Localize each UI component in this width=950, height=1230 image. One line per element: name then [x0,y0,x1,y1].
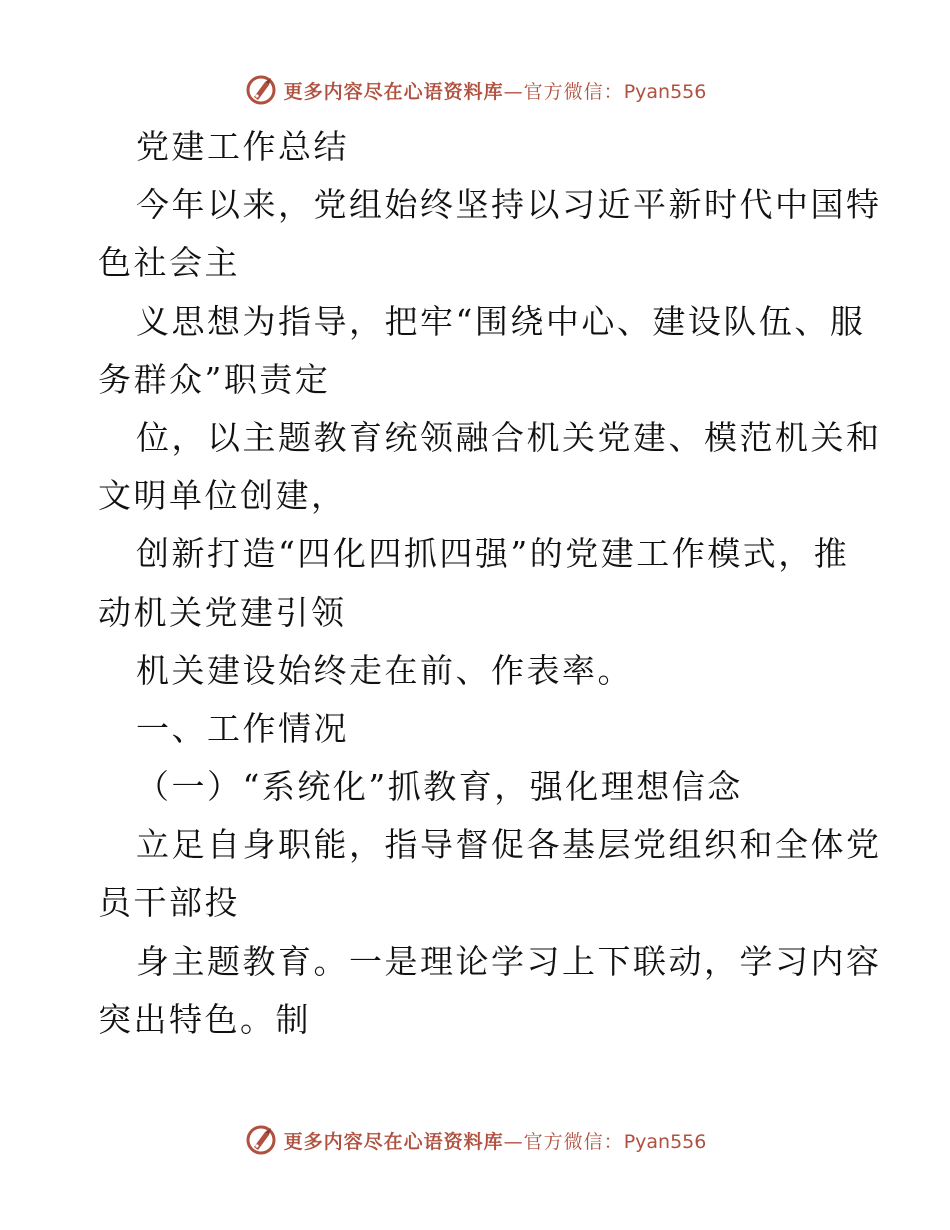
paragraph-line: 动机关党建引领 [98,592,347,632]
paragraph-line: 员干部投 [98,883,240,923]
paragraph-line: 义思想为指导，把牢“围绕中心、建设队伍、服 [136,301,866,341]
banner-dash: — [503,1130,524,1153]
paragraph-line: 色社会主 [98,243,240,283]
paragraph-line: 务群众”职责定 [98,359,331,399]
paragraph-line: 身主题教育。一是理论学习上下联动，学习内容 [136,941,882,981]
paragraph-line: 创新打造“四化四抓四强”的党建工作模式，推 [136,534,850,574]
banner-wechat-label: 官方微信： [523,80,624,103]
paragraph-line: 位，以主题教育统领融合机关党建、模范机关和 [136,417,882,457]
banner-dash: — [503,80,524,103]
banner-wechat-label: 官方微信： [523,1130,624,1153]
banner-text [284,77,707,104]
pen-nib-logo-icon [244,73,278,107]
banner-text [284,1127,707,1154]
paragraph-line: 立足自身职能，指导督促各基层党组织和全体党 [136,825,882,865]
banner-site-text: 更多内容尽在心语资料库 [283,80,504,103]
document-body [98,118,882,1049]
banner-site-text: 更多内容尽在心语资料库 [283,1130,504,1153]
banner-wechat-id: Pyan556 [623,80,707,103]
subsection-heading: （一）“系统化”抓教育，强化理想信念 [136,767,743,807]
header-watermark-banner [0,70,950,110]
section-heading: 一、工作情况 [136,708,349,748]
paragraph-line: 今年以来，党组始终坚持以习近平新时代中国特 [136,185,882,225]
footer-watermark-banner [0,1120,950,1160]
pen-nib-logo-icon [244,1123,278,1157]
paragraph-line: 文明单位创建， [98,476,347,516]
document-title: 党建工作总结 [136,127,349,166]
paragraph-line: 突出特色。制 [98,999,311,1039]
paragraph-line: 机关建设始终走在前、作表率。 [136,650,633,690]
banner-wechat-id: Pyan556 [623,1130,707,1153]
